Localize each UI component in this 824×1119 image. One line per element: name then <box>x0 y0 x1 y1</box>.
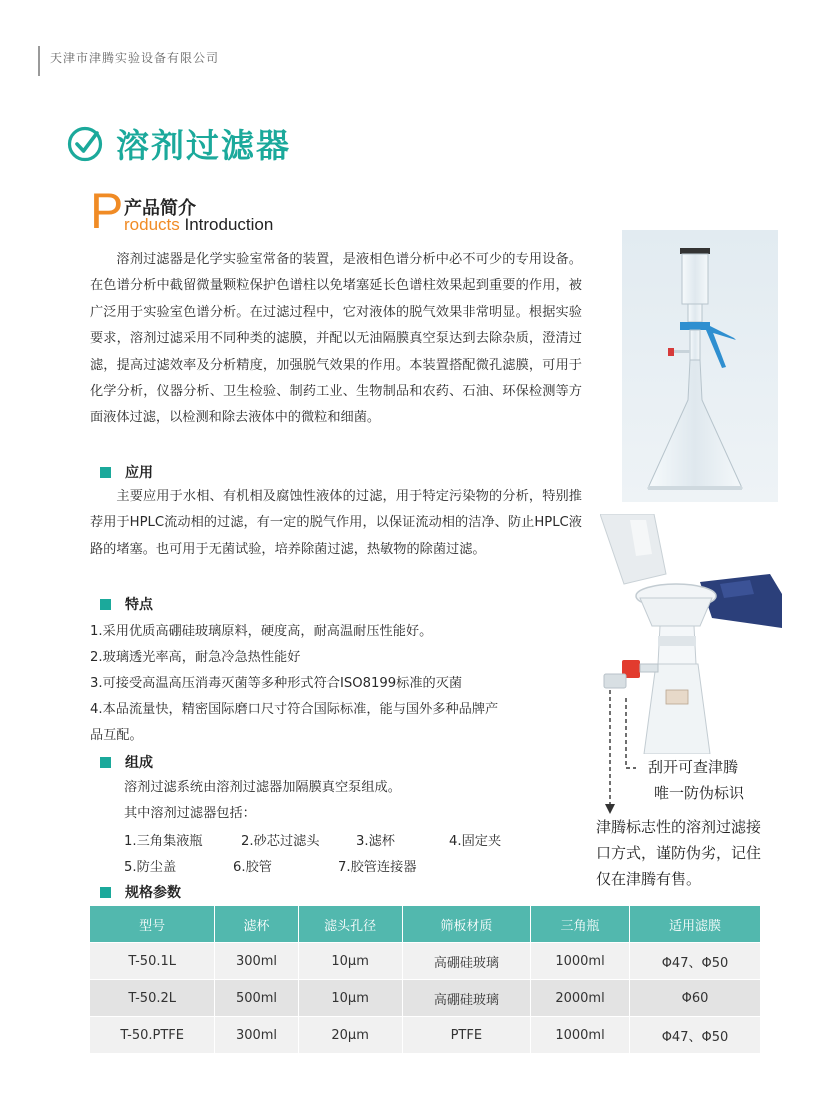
spec-header-cell: 滤头孔径 <box>298 906 402 943</box>
composition-part: 2.砂芯过滤头 <box>241 834 320 849</box>
intro-heading-cn: 产品简介 <box>124 198 196 219</box>
section-marker <box>100 599 111 610</box>
composition-part: 4.固定夹 <box>449 834 502 849</box>
feature-item: 2.玻璃透光率高，耐急冷急热性能好 <box>90 650 301 665</box>
spec-cell: 高硼硅玻璃 <box>402 943 530 980</box>
callout-scratch-line2: 唯一防伪标识 <box>654 784 745 802</box>
intro-heading-en-word: Introduction <box>184 215 274 234</box>
intro-paragraph: 溶剂过滤器是化学实验室常备的装置，是液相色谱分析中必不可少的专用设备。在色谱分析中截留微量颗粒保护色谱柱以免堵塞延长色谱柱效果起到重要的作用，被广泛用于实验室色谱分析。在过滤过程中，它对液体的脱气效果非常明显。根据实验要求，溶剂过滤采用不同种类的滤膜，并配以无油隔膜真空泵达到去除杂质，澄清过滤，提高过滤效率及分析精度，加强脱气效果的作用。本装置搭配微孔滤膜，可用于化学分析，仪器分析、卫生检验、制药工业、生物制品和农药、石油、环保检测等方面液体过滤，以检测和除去液体中的微粒和细菌。 <box>90 252 582 426</box>
application-heading-text: 应用 <box>125 465 153 481</box>
spec-cell: 2000ml <box>531 980 630 1017</box>
composition-line: 其中溶剂过滤器包括： <box>124 806 256 821</box>
features-heading <box>100 594 153 614</box>
callout-interface-line1: 津腾标志性的溶剂过滤接 <box>596 818 762 836</box>
spec-cell: Φ47、Φ50 <box>629 1017 760 1054</box>
spec-cell: Φ47、Φ50 <box>629 943 760 980</box>
composition-line: 溶剂过滤系统由溶剂过滤器加隔膜真空泵组成。 <box>124 780 401 795</box>
spec-header-cell: 筛板材质 <box>402 906 530 943</box>
feature-item: 品互配。 <box>90 728 143 743</box>
check-circle-icon <box>66 124 106 164</box>
specs-heading <box>100 882 181 902</box>
spec-cell: 500ml <box>215 980 298 1017</box>
spec-table-header-row <box>90 906 760 943</box>
spec-cell: Φ60 <box>629 980 760 1017</box>
spec-table <box>90 906 760 1053</box>
intro-paragraph-block <box>90 247 582 432</box>
composition-heading-text: 组成 <box>125 755 153 771</box>
section-marker <box>100 757 111 768</box>
table-row <box>90 980 760 1017</box>
spec-cell: T-50.PTFE <box>90 1017 215 1054</box>
intro-heading-en <box>124 215 273 235</box>
section-marker <box>100 887 111 898</box>
spec-cell: 300ml <box>215 943 298 980</box>
spec-header-cell: 型号 <box>90 906 215 943</box>
callout-scratch-line1: 刮开可查津腾 <box>648 758 739 776</box>
spec-cell: T-50.1L <box>90 943 215 980</box>
callout-interface-line3: 仅在津腾有售。 <box>596 870 702 888</box>
spec-header-cell: 滤杯 <box>215 906 298 943</box>
feature-item: 3.可接受高温高压消毒灭菌等多种形式符合ISO8199标准的灭菌 <box>90 676 463 691</box>
product-photo-assembly <box>622 230 778 502</box>
composition-part: 3.滤杯 <box>356 834 395 849</box>
spec-header-cell: 适用滤膜 <box>629 906 760 943</box>
section-marker <box>100 467 111 478</box>
spec-cell: 1000ml <box>531 1017 630 1054</box>
spec-cell: PTFE <box>402 1017 530 1054</box>
spec-header-cell: 三角瓶 <box>531 906 630 943</box>
spec-cell: 10μm <box>298 943 402 980</box>
feature-item: 1.采用优质高硼硅玻璃原料，硬度高，耐高温耐压性能好。 <box>90 624 433 639</box>
spec-cell: 1000ml <box>531 943 630 980</box>
header-divider <box>38 46 40 76</box>
composition-part: 7.胶管连接器 <box>338 860 417 875</box>
table-row <box>90 1017 760 1054</box>
solvent-filter-illustration <box>622 230 778 502</box>
features-heading-text: 特点 <box>125 597 153 613</box>
composition-part: 5.防尘盖 <box>124 860 177 875</box>
spec-cell: T-50.2L <box>90 980 215 1017</box>
application-paragraph: 主要应用于水相、有机相及腐蚀性液体的过滤，用于特定污染物的分析，特别推荐用于HPLC流动相的过滤，有一定的脱气作用，以保证流动相的洁净、防止HPLC液路的堵塞。也可用于无菌试验，培养除菌过滤，热敏物的除菌过滤。 <box>90 489 582 557</box>
intro-heading-en-rest: roducts <box>124 215 180 234</box>
page-title: 溶剂过滤器 <box>116 126 291 165</box>
spec-cell: 300ml <box>215 1017 298 1054</box>
company-name: 天津市津腾实验设备有限公司 <box>50 51 220 65</box>
page-title-block <box>66 120 291 167</box>
application-heading <box>100 462 153 482</box>
spec-cell: 20μm <box>298 1017 402 1054</box>
specs-heading-text: 规格参数 <box>125 885 181 901</box>
composition-heading <box>100 752 153 772</box>
feature-item: 4.本品流量快，精密国际磨口尺寸符合国际标准，能与国外多种品牌产 <box>90 702 499 717</box>
callout-interface-line2: 口方式，谨防伪劣，记住 <box>596 844 762 862</box>
table-row <box>90 943 760 980</box>
application-paragraph-block <box>90 484 582 563</box>
intro-initial-letter: P <box>90 183 124 239</box>
spec-cell: 10μm <box>298 980 402 1017</box>
composition-part: 6.胶管 <box>233 860 272 875</box>
composition-part: 1.三角集液瓶 <box>124 834 203 849</box>
spec-cell: 高硼硅玻璃 <box>402 980 530 1017</box>
